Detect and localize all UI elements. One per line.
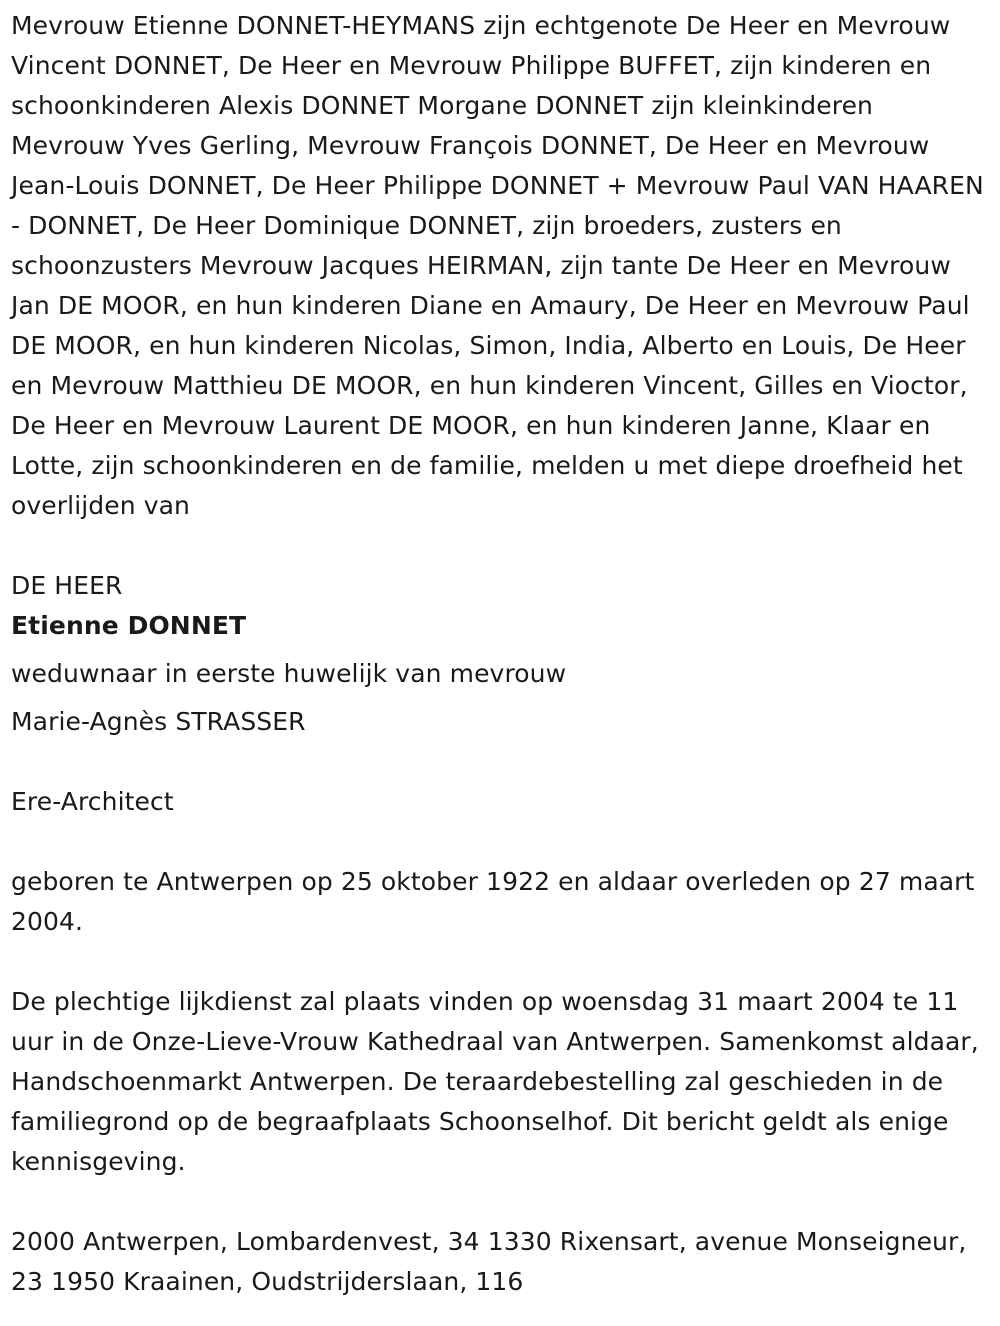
spacer [11, 1182, 991, 1222]
birth-death-paragraph: geboren te Antwerpen op 25 oktober 1922 en aldaar overleden op 27 maart 2004. [11, 867, 975, 936]
service-paragraph: De plechtige lijkdienst zal plaats vinden op woensdag 31 maart 2004 te 11 uur in de Onze-Lieve-Vrouw Kathedraal van Antwerpen. Samenkomst aldaar, Handschoenmarkt Antwerpen. De teraardebestelling zal geschieden in de familiegrond op de begraafplaats Schoonselhof. Dit bericht geldt als enige kennisgeving. [11, 987, 979, 1176]
spacer [11, 942, 991, 982]
widower-line: weduwnaar in eerste huwelijk van mevrouw [11, 659, 567, 688]
spacer [11, 822, 991, 862]
spacer [11, 742, 991, 782]
intro-paragraph: Mevrouw Etienne DONNET-HEYMANS zijn echtgenote De Heer en Mevrouw Vincent DONNET, De Heer en Mevrouw Philippe BUFFET, zijn kinderen en schoonkinderen Alexis DONNET Morgane DONNET zijn kleinkinderen Mevrouw Yves Gerling, Mevrouw François DONNET, De Heer en Mevrouw Jean-Louis DONNET, De Heer Philippe DONNET + Mevrouw Paul VAN HAAREN - DONNET, De Heer Dominique DONNET, zijn broeders, zusters en schoonzusters Mevrouw Jacques HEIRMAN, zijn tante De Heer en Mevrouw Jan DE MOOR, en hun kinderen Diane en Amaury, De Heer en Mevrouw Paul DE MOOR, en hun kinderen Nicolas, Simon, India, Alberto en Louis, De Heer en Mevrouw Matthieu DE MOOR, en hun kinderen Vincent, Gilles en Vioctor, De Heer en Mevrouw Laurent DE MOOR, en hun kinderen Janne, Klaar en Lotte, zijn schoonkinderen en de familie, melden u met diepe droefheid het overlijden van [11, 11, 984, 520]
spacer [11, 646, 991, 654]
spacer [11, 526, 991, 566]
deceased-name: Etienne DONNET [11, 611, 247, 640]
spouse-name: Marie-Agnès STRASSER [11, 707, 306, 736]
professional-title: Ere-Architect [11, 787, 174, 816]
honorific: DE HEER [11, 571, 123, 600]
addresses-paragraph: 2000 Antwerpen, Lombardenvest, 34 1330 Rixensart, avenue Monseigneur, 23 1950 Kraainen, Oudstrijderslaan, 116 [11, 1227, 967, 1296]
obituary-document [11, 6, 991, 1302]
spacer [11, 694, 991, 702]
